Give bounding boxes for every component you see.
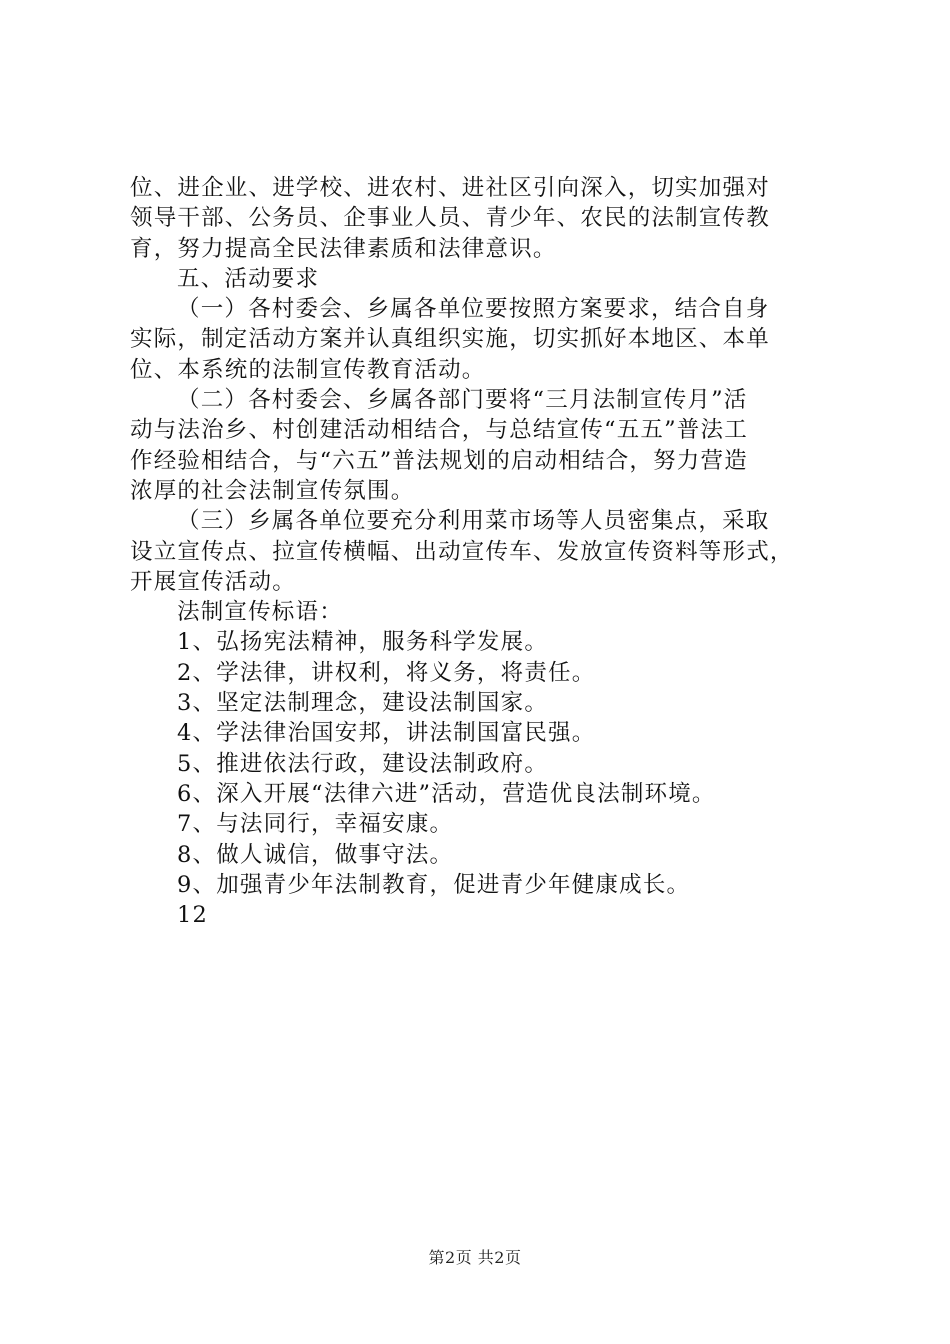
slogan-item: 3、坚定法制理念，建设法制国家。 bbox=[177, 690, 549, 717]
body-line: 位、本系统的法制宣传教育活动。 bbox=[130, 356, 486, 383]
body-line: （一）各村委会、乡属各单位要按照方案要求，结合自身 bbox=[177, 296, 770, 323]
slogan-item: 1、弘扬宪法精神，服务科学发展。 bbox=[177, 629, 549, 656]
slogan-item: 8、做人诚信，做事守法。 bbox=[177, 841, 454, 868]
body-line: 实际，制定活动方案并认真组织实施，切实抓好本地区、本单 bbox=[130, 326, 770, 353]
body-line: （三）乡属各单位要充分利用菜市场等人员密集点，采取 bbox=[177, 508, 770, 535]
slogans-heading: 法制宣传标语： bbox=[177, 599, 343, 626]
slogan-item: 6、深入开展“法律六进”活动，营造优良法制环境。 bbox=[177, 780, 716, 807]
body-line: 设立宣传点、拉宣传横幅、出动宣传车、发放宣传资料等形式， bbox=[130, 538, 794, 565]
trailing-number: 12 bbox=[177, 902, 209, 929]
page-footer: 第2页 共2页 bbox=[428, 1248, 522, 1267]
body-line: 领导干部、公务员、企事业人员、青少年、农民的法制宣传教 bbox=[130, 205, 770, 232]
body-line: 浓厚的社会法制宣传氛围。 bbox=[130, 477, 415, 504]
slogan-item: 4、学法律治国安邦，讲法制国富民强。 bbox=[177, 720, 596, 747]
slogan-item: 7、与法同行，幸福安康。 bbox=[177, 811, 454, 838]
body-line: 开展宣传活动。 bbox=[130, 568, 296, 595]
body-line: 位、进企业、进学校、进农村、进社区引向深入，切实加强对 bbox=[130, 175, 770, 201]
section-heading-activity-requirements: 五、活动要求 bbox=[177, 265, 320, 292]
slogan-item: 9、加强青少年法制教育，促进青少年健康成长。 bbox=[177, 871, 691, 898]
body-line: 育，努力提高全民法律素质和法律意识。 bbox=[130, 235, 557, 262]
slogan-item: 2、学法律，讲权利，将义务，将责任。 bbox=[177, 659, 596, 686]
body-line: 动与法治乡、村创建活动相结合，与总结宣传“五五”普法工 bbox=[130, 417, 748, 444]
document-body bbox=[130, 173, 830, 930]
body-line: （二）各村委会、乡属各部门要将“三月法制宣传月”活 bbox=[177, 387, 748, 414]
slogan-item: 5、推进依法行政，建设法制政府。 bbox=[177, 750, 549, 777]
body-line: 作经验相结合，与“六五”普法规划的启动相结合，努力营造 bbox=[130, 447, 748, 474]
